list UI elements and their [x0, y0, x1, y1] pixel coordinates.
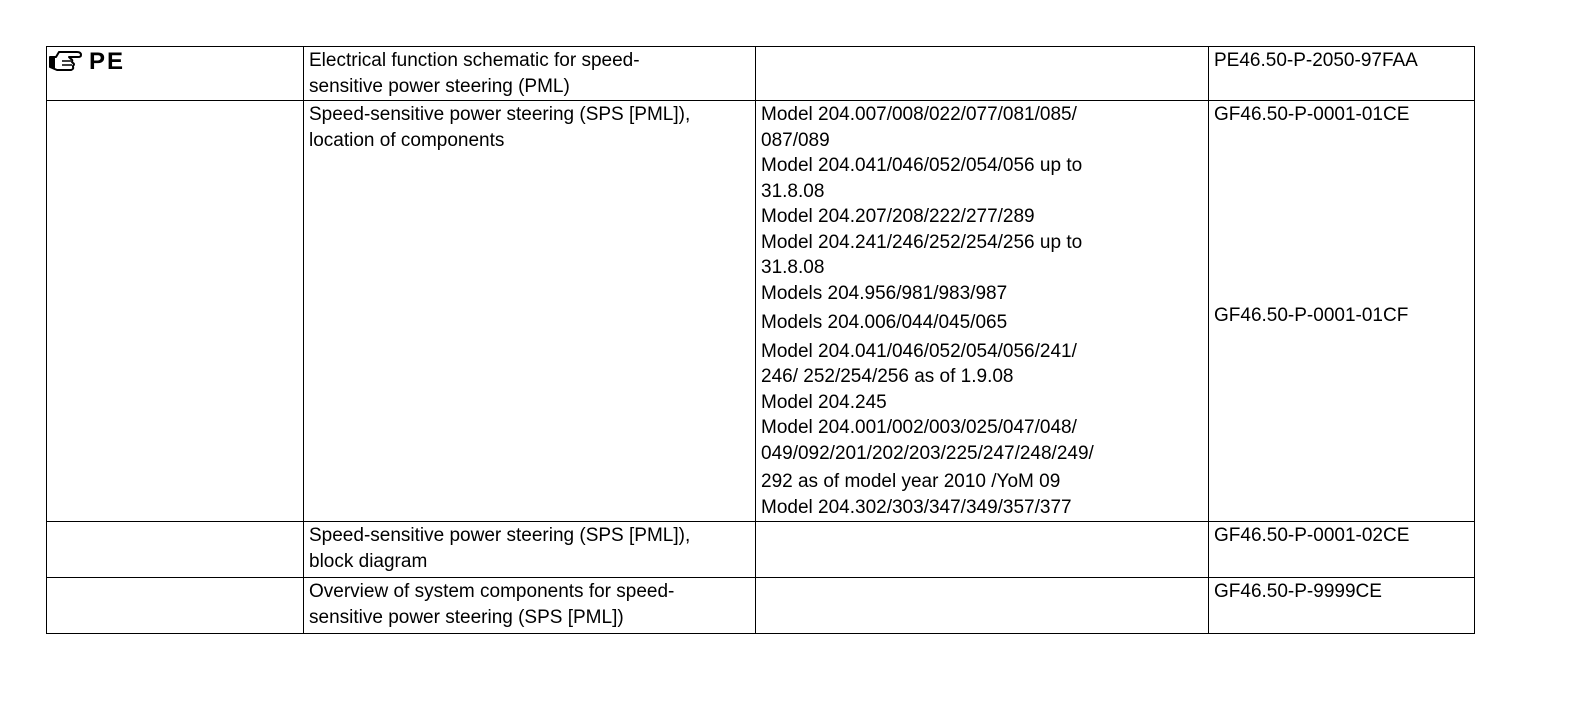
description-line: Electrical function schematic for speed- [309, 50, 640, 71]
document-reference [1209, 47, 1475, 101]
model-line: 31.8.08 [761, 257, 825, 278]
description-line: sensitive power steering (SPS [PML]) [309, 606, 624, 628]
doc-ref-link: GF46.50-P-0001-01CE [1214, 104, 1410, 125]
description-line: Speed-sensitive power steering (SPS [PML]), [309, 525, 691, 546]
model-line: 049/092/201/202/203/225/247/248/249/ [761, 442, 1094, 464]
model-line: Model 204.001/002/003/025/047/048/ [761, 417, 1077, 438]
description-cell [304, 47, 756, 101]
model-line: 292 as of model year 2010 /YoM 09 [761, 471, 1061, 492]
models-cell [756, 578, 1209, 634]
description-line: location of components [309, 129, 505, 151]
model-group-2 [761, 310, 1204, 520]
model-line: Model 204.241/246/252/254/256 up to [761, 231, 1083, 253]
model-line: 31.8.08 [761, 180, 825, 202]
doc-ref-link: PE46.50-P-2050-97FAA [1214, 50, 1418, 71]
model-line: Model 204.245 [761, 391, 887, 413]
doc-ref-link: GF46.50-P-0001-02CE [1214, 525, 1410, 546]
description-line: Speed-sensitive power steering (SPS [PML]), [309, 104, 691, 125]
tag-cell [47, 47, 304, 101]
model-line: 246/ 252/254/256 as of 1.9.08 [761, 366, 1014, 387]
description-cell [304, 578, 756, 634]
models-cell [756, 522, 1209, 578]
description-line: sensitive power steering (PML) [309, 75, 570, 97]
model-line: Models 204.956/981/983/987 [761, 282, 1008, 304]
model-line: Model 204.041/046/052/054/056 up to [761, 155, 1083, 176]
description-cell [304, 101, 756, 522]
model-line: Models 204.006/044/045/065 [761, 312, 1008, 333]
tag-cell [47, 522, 304, 578]
description-line: Overview of system components for speed- [309, 581, 675, 602]
model-line: Model 204.041/046/052/054/056/241/ [761, 340, 1077, 362]
document-reference-table [46, 46, 1475, 634]
model-line: 087/089 [761, 129, 830, 151]
table-row [47, 578, 1475, 634]
document-reference [1209, 578, 1475, 634]
doc-ref-link: GF46.50-P-0001-01CF [1214, 304, 1409, 326]
description-line: block diagram [309, 550, 428, 572]
models-cell [756, 47, 1209, 101]
tag-cell [47, 101, 304, 522]
model-group-1 [761, 102, 1204, 306]
doc-ref-link: GF46.50-P-9999CE [1214, 581, 1382, 602]
document-reference [1209, 522, 1475, 578]
description-cell [304, 522, 756, 578]
models-cell [756, 101, 1209, 522]
model-line: Model 204.007/008/022/077/081/085/ [761, 104, 1077, 125]
tag-cell [47, 578, 304, 634]
document-reference [1209, 101, 1475, 522]
model-line: Model 204.302/303/347/349/357/377 [761, 496, 1072, 518]
table-row [47, 47, 1475, 101]
model-line: Model 204.207/208/222/277/289 [761, 206, 1035, 227]
table-row [47, 101, 1475, 522]
table-row [47, 522, 1475, 578]
pointing-hand-icon [49, 48, 83, 80]
pe-label: PE [89, 48, 126, 75]
